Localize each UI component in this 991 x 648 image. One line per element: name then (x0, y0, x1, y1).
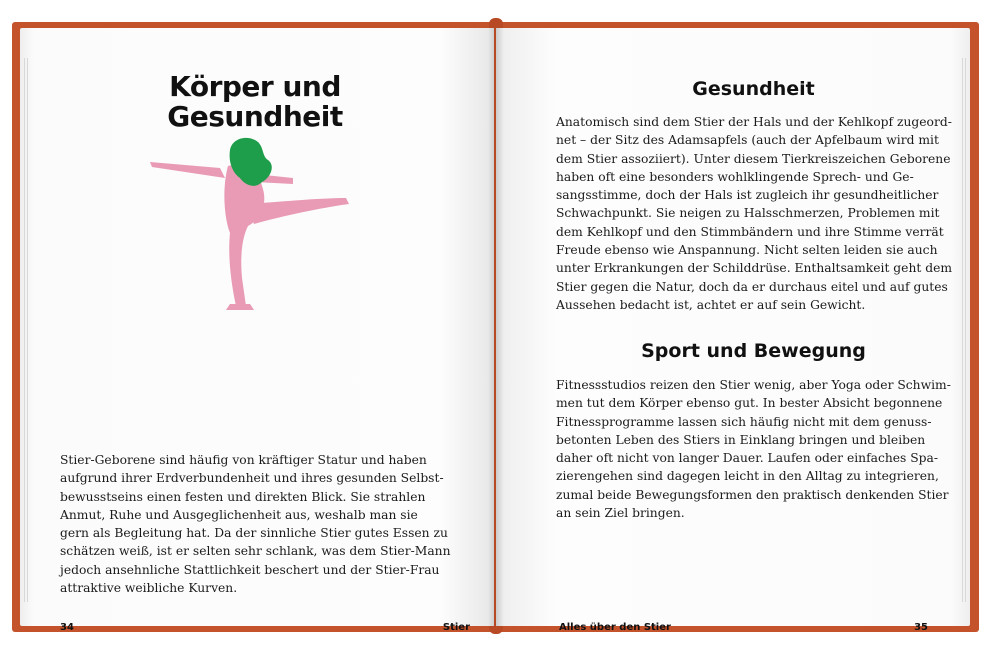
page-edge (27, 58, 28, 602)
section-title-gesundheit: Gesundheit (692, 78, 815, 100)
text-line: daher oft nicht von langer Dauer. Laufen oder einfaches Spa- (556, 451, 939, 466)
text-line: an sein Ziel bringen. (556, 506, 685, 521)
text-line: Freude ebenso wie Anspannung. Nicht selten leiden sie auch (556, 243, 938, 258)
text-line: schätzen weiß, ist er selten sehr schlank, was dem Stier-Mann (60, 544, 451, 559)
left-body-paragraph (60, 451, 470, 597)
text-line: haben oft eine besonders wohlklingende Sprech- und Ge- (556, 169, 914, 184)
text-line: gern als Begleitung hat. Da der sinnliche Stier gutes Essen zu (60, 526, 448, 541)
text-line: attraktive weibliche Kurven. (60, 581, 238, 596)
text-line: Stier-Geborene sind häufig von kräftiger Statur und haben (60, 453, 427, 467)
text-line: Stier gegen die Natur, doch da er durchaus eitel und auf gutes (556, 279, 948, 294)
right-page (496, 28, 970, 633)
text-line: Fitnessprogramme lassen sich häufig nicht mit dem genuss- (556, 414, 932, 429)
chapter-title-line2: Gesundheit (167, 100, 343, 133)
sport-paragraph (556, 376, 956, 522)
gesundheit-paragraph (556, 113, 956, 314)
page-edge (24, 58, 25, 602)
yoga-figure-illustration (150, 138, 370, 318)
text-line: Fitnessstudios reizen den Stier wenig, aber Yoga oder Schwim- (556, 378, 951, 392)
text-line: betonten Leben des Stiers in Einklang bringen und bleiben (556, 432, 926, 447)
page-number-left: 34 (60, 622, 74, 633)
text-line: unter Erkrankungen der Schilddrüse. Enthaltsamkeit geht dem (556, 261, 953, 276)
text-line: aufgrund ihrer Erdverbundenheit und ihres gesunden Selbst- (60, 471, 444, 486)
text-line: Anatomisch sind dem Stier der Hals und der Kehlkopf zugeord- (556, 115, 952, 129)
text-line: bewusstseins einen festen und direkten Blick. Sie strahlen (60, 489, 426, 504)
left-page (20, 28, 494, 633)
chapter-title-line1: Körper und (169, 70, 341, 103)
page-number-right: 35 (914, 622, 928, 633)
text-line: dem Kehlkopf und den Stimmbändern und ihre Stimme verrät (556, 224, 944, 239)
text-line: Schwachpunkt. Sie neigen zu Halsschmerzen, Problemen mit (556, 206, 940, 221)
text-line: jedoch ansehnliche Stattlichkeit beschert und der Stier-Frau (60, 562, 440, 577)
text-line: zumal beide Bewegungsformen den praktisch denkenden Stier (556, 487, 949, 502)
text-line: sangsstimme, doch der Hals ist zugleich ihr gesundheitlicher (556, 188, 939, 203)
text-line: net – der Sitz des Adamsapfels (auch der Apfelbaum wird mit (556, 133, 939, 148)
text-line: dem Stier assoziiert). Unter diesem Tierkreiszeichen Geborene (556, 151, 951, 166)
page-edge (962, 58, 963, 602)
chapter-title (120, 72, 390, 132)
running-head-left: Stier (442, 622, 470, 633)
section-title-sport: Sport und Bewegung (641, 340, 866, 362)
text-line: Anmut, Ruhe und Ausgeglichenheit aus, weshalb man sie (60, 507, 418, 522)
text-line: Aussehen bedacht ist, achtet er auf sein Gewicht. (556, 297, 866, 312)
running-head-right: Alles über den Stier (559, 622, 671, 633)
page-edge (965, 58, 966, 602)
text-line: zierengehen sind dagegen leicht in den Alltag zu integrieren, (556, 469, 939, 484)
text-line: men tut dem Körper ebenso gut. In bester Absicht begonnene (556, 396, 943, 411)
